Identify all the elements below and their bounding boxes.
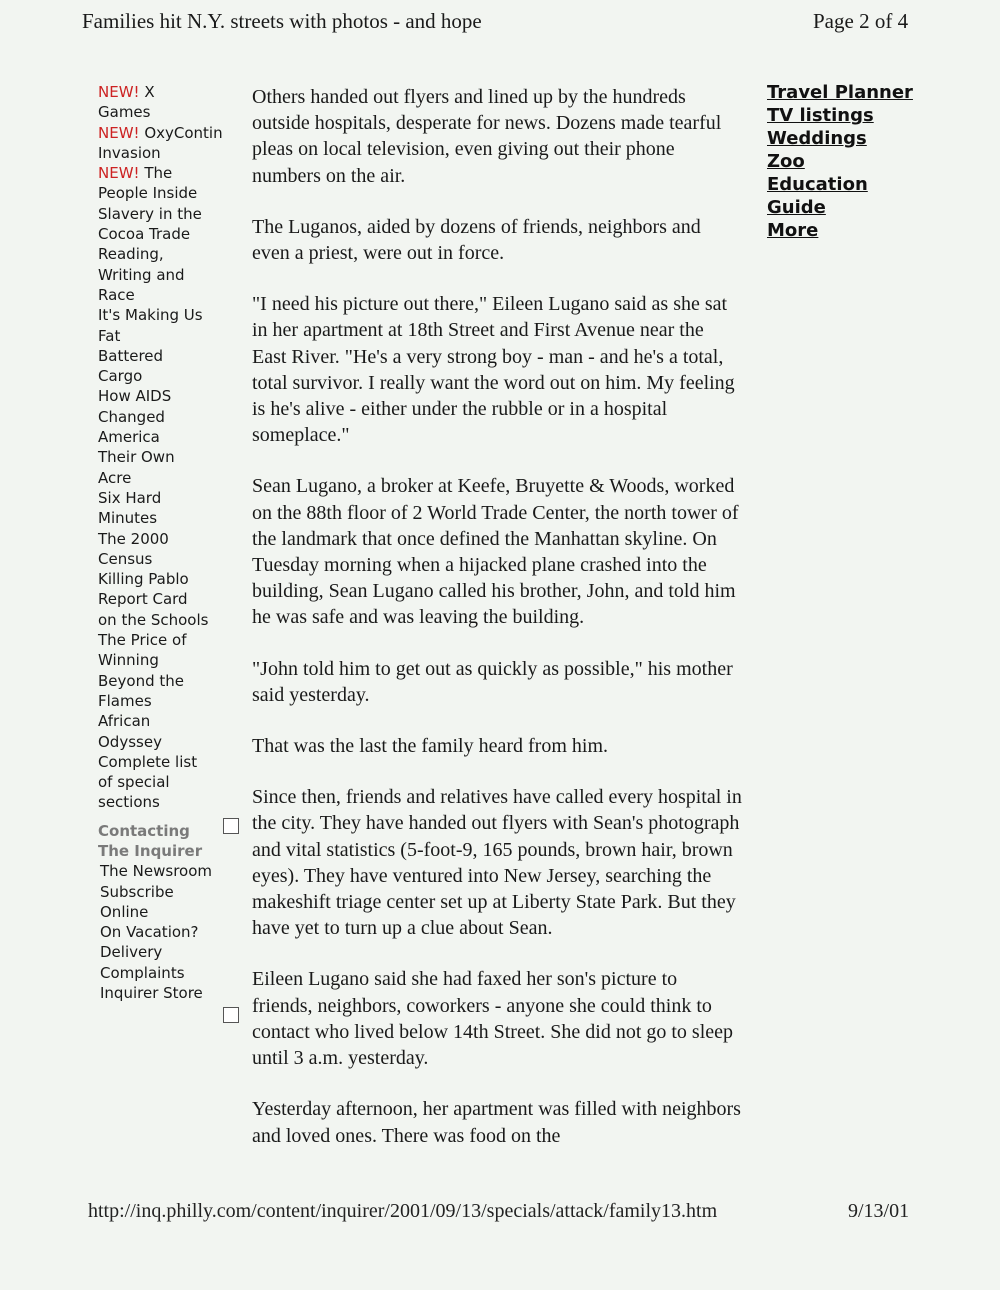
zoo-link[interactable]: Zoo (767, 151, 805, 172)
sidebar-link-label: Cargo (98, 367, 143, 386)
sidebar-link[interactable] (98, 630, 248, 671)
article-paragraph: "I need his picture out there," Eileen Lugano said as she sat in her apartment at 18th Street and First Avenue near the East River. "He's a very strong boy - man - and he's a total, total survivor. I really want the word out on him. My feeling is he's alive - either under the rubble or in a hospital someplace." (252, 293, 735, 447)
sidebar-link-label: African (98, 712, 151, 731)
sidebar-link[interactable] (98, 752, 248, 813)
sidebar-link[interactable] (98, 386, 248, 447)
article-paragraph: Sean Lugano, a broker at Keefe, Bruyette & Woods, worked on the 88th floor of 2 World Trade Center, the north tower of the landmark that once defined the Manhattan skyline. On Tuesday morning when a hijacked plane crashed into the building, Sean Lugano called his brother, John, and told him he was safe and was leaving the building. (252, 475, 739, 629)
article-paragraph: That was the last the family heard from him. (252, 735, 609, 758)
sidebar-link-label: Killing Pablo (98, 570, 189, 589)
guide-link[interactable]: Guide (767, 197, 826, 218)
sidebar-link-label: Beyond the (98, 671, 184, 690)
sidebar-link[interactable] (98, 163, 248, 204)
article-body (252, 84, 742, 1174)
sidebar-link-label: Acre (98, 468, 132, 487)
sidebar-link-label: OxyContin (144, 123, 223, 142)
sidebar-link[interactable] (98, 529, 248, 570)
sidebar-link[interactable] (98, 488, 248, 529)
sidebar-link[interactable] (98, 589, 248, 630)
sidebar-link-label: Fat (98, 326, 121, 345)
sidebar-link-label: America (98, 428, 160, 447)
sidebar-link[interactable] (98, 204, 248, 245)
checkbox-icon[interactable] (223, 818, 239, 834)
contact-link[interactable]: Online (100, 902, 149, 921)
new-badge: NEW! (98, 164, 140, 183)
article-paragraph: Others handed out flyers and lined up by the hundreds outside hospitals, desperate for news. Dozens made tearful pleas on local television, even giving out their phone numbers on the air. (252, 86, 722, 187)
contact-link[interactable]: On Vacation? (100, 923, 199, 942)
sidebar-link-label: The Price of (98, 631, 187, 650)
more-link[interactable]: More (767, 220, 819, 241)
sidebar-link-label: sections (98, 793, 160, 812)
checkbox-icon[interactable] (223, 1007, 239, 1023)
sidebar-link-label: How AIDS (98, 387, 172, 406)
education-link[interactable]: Education (767, 174, 868, 195)
article-paragraph: "John told him to get out as quickly as possible," his mother said yesterday. (252, 657, 733, 706)
footer-date: 9/13/01 (848, 1200, 910, 1222)
sidebar-link[interactable] (98, 123, 248, 164)
sidebar-link-label: Battered (98, 346, 164, 365)
sidebar-link-label: Odyssey (98, 732, 162, 751)
footer-url: http://inq.philly.com/content/inquirer/2001/09/13/specials/attack/family13.htm (88, 1200, 718, 1222)
contact-link[interactable]: Inquirer Store (100, 984, 203, 1003)
sidebar-link[interactable] (98, 711, 248, 752)
sidebar-link-label: Changed (98, 407, 165, 426)
sidebar-link-label: Minutes (98, 509, 158, 528)
sidebar-link-label: It's Making Us (98, 306, 203, 325)
sidebar-link-label: Winning (98, 651, 159, 670)
contact-heading-line: The Inquirer (98, 841, 203, 860)
right-sidebar-nav (767, 81, 913, 242)
sidebar-link-label: Writing and (98, 265, 185, 284)
sidebar-link-label: Invasion (98, 143, 161, 162)
sidebar-link-label: Complete list (98, 752, 198, 771)
sidebar-link-label: Six Hard (98, 488, 162, 507)
sidebar-link-label: People Inside (98, 184, 198, 203)
article-paragraph: Since then, friends and relatives have called every hospital in the city. They have handed out flyers with Sean's photograph and vital statistics (5-foot-9, 165 pounds, brown hair, brown eyes). They have ventured into New Jersey, searching the makeshift triage center set up at Liberty State Park. But they have yet to turn up a clue about Sean. (252, 786, 742, 940)
contact-link[interactable]: The Newsroom (100, 862, 213, 881)
sidebar-link-label: on the Schools (98, 610, 209, 629)
contact-heading-line: Contacting (98, 821, 190, 840)
sidebar-link-label: Reading, (98, 245, 164, 264)
sidebar-link-label: Cocoa Trade (98, 225, 191, 244)
contact-link[interactable]: Subscribe (100, 882, 174, 901)
page-header-title: Families hit N.Y. streets with photos - and hope (82, 9, 482, 33)
sidebar-link-label: The (144, 164, 173, 183)
sidebar-link-label: X (144, 83, 155, 101)
sidebar-link-label: Report Card (98, 590, 188, 609)
contact-link[interactable]: Delivery (100, 943, 163, 962)
sidebar-link-label: Census (98, 549, 153, 568)
sidebar-link[interactable] (98, 569, 248, 589)
tv-listings-link[interactable]: TV listings (767, 105, 874, 126)
travel-planner-link[interactable]: Travel Planner (767, 82, 913, 103)
article-paragraph: The Luganos, aided by dozens of friends, neighbors and even a priest, were out in force. (252, 215, 701, 265)
sidebar-link-label: Slavery in the (98, 204, 202, 223)
new-badge: NEW! (98, 123, 140, 142)
weddings-link[interactable]: Weddings (767, 128, 867, 149)
sidebar-link[interactable] (98, 346, 248, 387)
new-badge: NEW! (98, 83, 140, 101)
sidebar-link[interactable] (98, 447, 248, 488)
sidebar-link[interactable] (98, 82, 248, 123)
sidebar-link-label: Race (98, 285, 135, 304)
sidebar-link[interactable] (98, 671, 248, 712)
sidebar-link-label: Flames (98, 691, 152, 710)
sidebar-link[interactable] (98, 244, 248, 305)
article-paragraph: Eileen Lugano said she had faxed her son's picture to friends, neighbors, coworkers - anyone she could think to contact who lived below 14th Street. She did not go to sleep until 3 a.m. yesterday. (252, 968, 734, 1070)
sidebar-link-label: Their Own (98, 448, 175, 467)
article-paragraph: Yesterday afternoon, her apartment was filled with neighbors and loved ones. There was food on the (252, 1098, 741, 1147)
contact-link[interactable]: Complaints (100, 963, 185, 982)
sidebar-link[interactable] (98, 305, 248, 346)
sidebar-link-label: Games (98, 103, 151, 122)
sidebar-link-label: The 2000 (98, 529, 169, 548)
page-number: Page 2 of 4 (813, 9, 909, 33)
left-sidebar-nav (98, 82, 248, 1003)
sidebar-link-label: of special (98, 773, 170, 792)
